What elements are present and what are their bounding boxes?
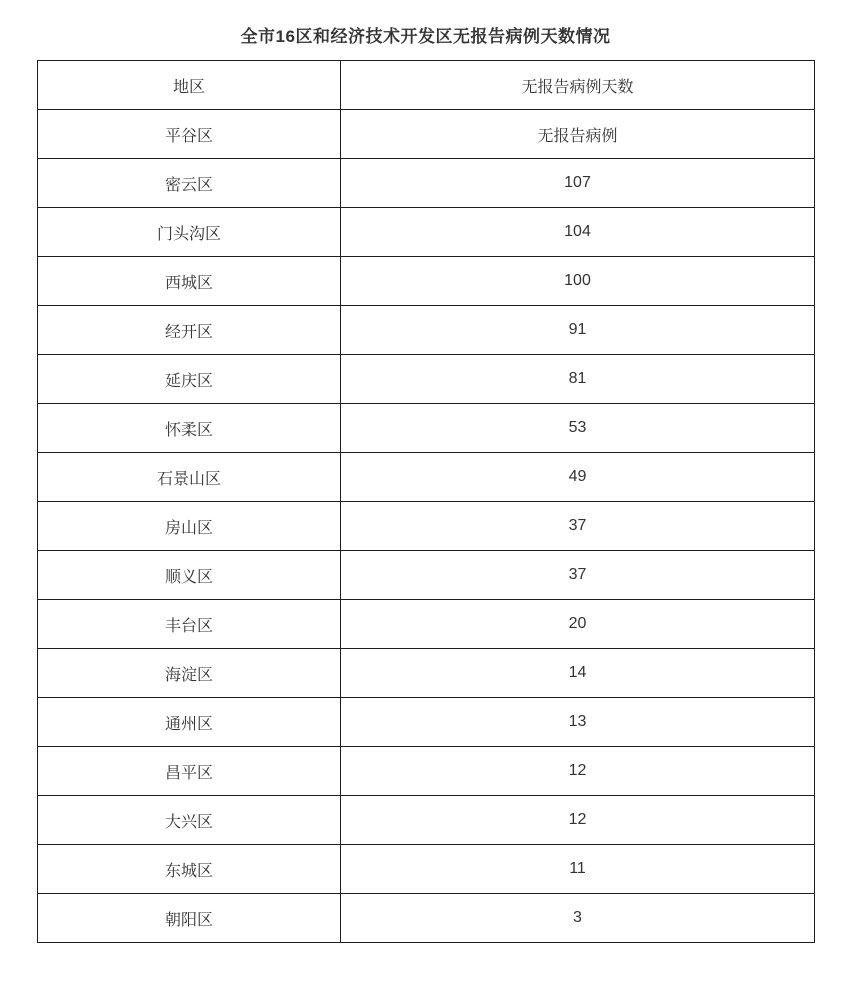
days-cell: 53 [341, 404, 815, 453]
table-row [38, 796, 815, 845]
days-cell: 12 [341, 796, 815, 845]
days-cell: 3 [341, 894, 815, 943]
days-cell: 无报告病例 [341, 110, 815, 159]
table-row [38, 453, 815, 502]
days-cell: 104 [341, 208, 815, 257]
days-cell: 37 [341, 502, 815, 551]
table-row [38, 698, 815, 747]
table-row [38, 355, 815, 404]
table-row [38, 208, 815, 257]
region-cell: 昌平区 [38, 747, 341, 796]
region-cell: 门头沟区 [38, 208, 341, 257]
table-body [38, 110, 815, 943]
region-cell: 海淀区 [38, 649, 341, 698]
table-row [38, 502, 815, 551]
table-row [38, 600, 815, 649]
region-cell: 密云区 [38, 159, 341, 208]
header-region: 地区 [38, 61, 341, 110]
table-row [38, 110, 815, 159]
days-cell: 20 [341, 600, 815, 649]
region-cell: 顺义区 [38, 551, 341, 600]
region-cell: 大兴区 [38, 796, 341, 845]
days-cell: 37 [341, 551, 815, 600]
region-cell: 怀柔区 [38, 404, 341, 453]
region-cell: 平谷区 [38, 110, 341, 159]
days-cell: 100 [341, 257, 815, 306]
header-days: 无报告病例天数 [341, 61, 815, 110]
table-row [38, 551, 815, 600]
table-row [38, 257, 815, 306]
table-row [38, 894, 815, 943]
days-cell: 14 [341, 649, 815, 698]
days-cell: 91 [341, 306, 815, 355]
region-cell: 东城区 [38, 845, 341, 894]
table-header-row [38, 61, 815, 110]
page-title: 全市16区和经济技术开发区无报告病例天数情况 [240, 27, 611, 46]
days-cell: 13 [341, 698, 815, 747]
region-cell: 经开区 [38, 306, 341, 355]
table-row [38, 159, 815, 208]
region-cell: 房山区 [38, 502, 341, 551]
table-row [38, 845, 815, 894]
days-cell: 49 [341, 453, 815, 502]
no-case-days-table [37, 60, 815, 943]
table-row [38, 306, 815, 355]
region-cell: 西城区 [38, 257, 341, 306]
region-cell: 延庆区 [38, 355, 341, 404]
table-row [38, 649, 815, 698]
days-cell: 81 [341, 355, 815, 404]
table-row [38, 404, 815, 453]
days-cell: 107 [341, 159, 815, 208]
region-cell: 丰台区 [38, 600, 341, 649]
region-cell: 朝阳区 [38, 894, 341, 943]
days-cell: 12 [341, 747, 815, 796]
table-row [38, 747, 815, 796]
days-cell: 11 [341, 845, 815, 894]
region-cell: 石景山区 [38, 453, 341, 502]
region-cell: 通州区 [38, 698, 341, 747]
